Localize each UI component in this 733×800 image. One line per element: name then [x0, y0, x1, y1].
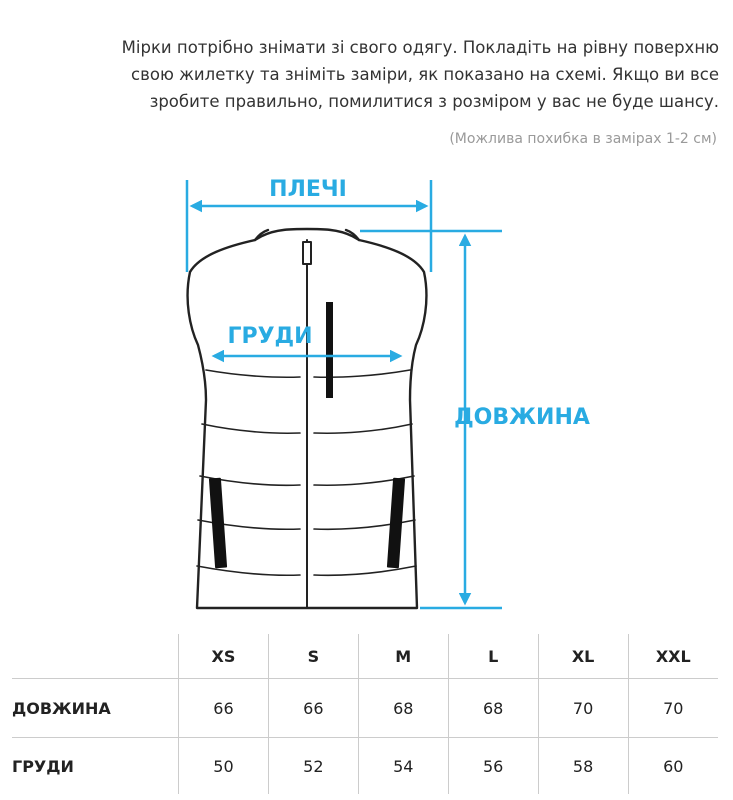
table-cell: 50	[179, 738, 269, 795]
table-cell: 66	[268, 679, 358, 738]
table-row	[12, 738, 718, 795]
shoulders-label: ПЛЕЧІ	[269, 177, 347, 202]
intro-line-3: зробите правильно, помилитися з розміром у вас не буде шансу.	[149, 92, 719, 111]
intro-line-2: свою жилетку та зніміть заміри, як показано на схемі. Якщо ви все	[131, 65, 719, 84]
table-cell: 66	[179, 679, 269, 738]
table-cell: 68	[358, 679, 448, 738]
table-cell: 60	[628, 738, 718, 795]
size-header-l: L	[448, 634, 538, 679]
table-corner	[12, 634, 179, 679]
tolerance-note: (Можлива похибка в замірах 1-2 см)	[449, 131, 717, 147]
row-label-chest: ГРУДИ	[12, 738, 179, 795]
table-cell: 54	[358, 738, 448, 795]
table-cell: 70	[628, 679, 718, 738]
size-header-m: M	[358, 634, 448, 679]
size-chart-table	[12, 634, 718, 794]
table-cell: 68	[448, 679, 538, 738]
table-row	[12, 679, 718, 738]
table-cell: 52	[268, 738, 358, 795]
table-cell: 70	[538, 679, 628, 738]
intro-line-1: Мірки потрібно знімати зі свого одягу. Покладіть на рівну поверхню	[121, 38, 719, 57]
chest-pocket-icon	[326, 302, 333, 398]
table-cell: 56	[448, 738, 538, 795]
size-header-row	[12, 634, 718, 679]
length-label: ДОВЖИНА	[454, 405, 590, 430]
row-label-length: ДОВЖИНА	[12, 679, 179, 738]
chest-label: ГРУДИ	[227, 324, 313, 349]
table-cell: 58	[538, 738, 628, 795]
size-header-xs: XS	[179, 634, 269, 679]
size-header-s: S	[268, 634, 358, 679]
size-header-xxl: XXL	[628, 634, 718, 679]
size-header-xl: XL	[538, 634, 628, 679]
